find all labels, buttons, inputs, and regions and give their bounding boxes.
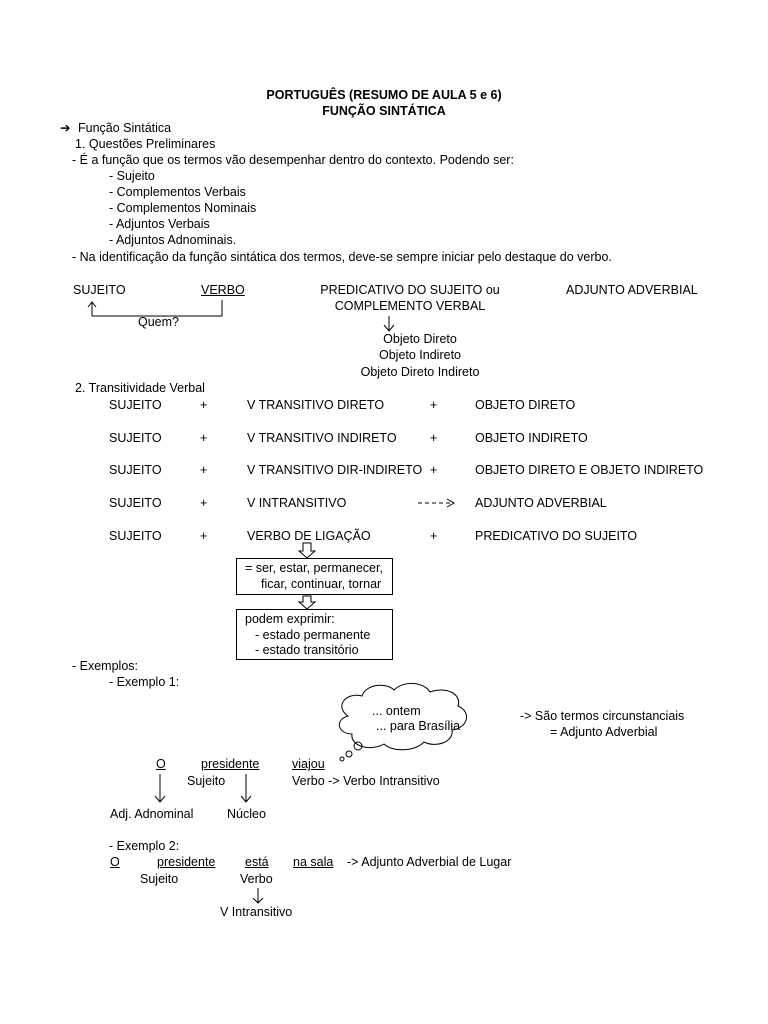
section2-heading: 2. Transitividade Verbal [75, 381, 205, 395]
diagram-sujeito: SUJEITO [73, 283, 126, 297]
row-subject: SUJEITO [109, 496, 162, 510]
diagram-predicativo: PREDICATIVO DO SUJEITO ou [320, 283, 500, 297]
box-line: - estado transitório [255, 643, 359, 657]
ex1-viajou: viajou [292, 757, 325, 771]
circ-line1: -> São termos circunstanciais [520, 709, 685, 723]
row-complement: OBJETO DIRETO [475, 398, 576, 412]
ex2-presidente: presidente [157, 855, 216, 869]
row-complement: OBJETO INDIRETO [475, 431, 588, 445]
ex1-adj: Adj. Adnominal [110, 807, 194, 821]
row-plus: + [430, 398, 438, 412]
row-plus: + [200, 398, 208, 412]
row-subject: SUJEITO [109, 431, 162, 445]
row-verb: V TRANSITIVO DIRETO [247, 398, 385, 412]
ex2-o: O [110, 855, 120, 869]
ex1-presidente: presidente [201, 757, 260, 771]
subsection-heading: 1. Questões Preliminares [75, 137, 216, 151]
thought-cloud-icon [339, 683, 466, 749]
page-subtitle: FUNÇÃO SINTÁTICA [322, 104, 446, 118]
row-subject: SUJEITO [109, 463, 162, 477]
row-plus: + [430, 529, 438, 543]
diagram-complemento: COMPLEMENTO VERBAL [334, 299, 486, 313]
row-plus: + [430, 463, 438, 477]
ex2-verbo: Verbo [240, 872, 273, 886]
list-item: - Adjuntos Verbais [109, 217, 210, 231]
ex2-vint: V Intransitivo [220, 905, 293, 919]
list-item: - Complementos Verbais [109, 185, 246, 199]
circ-line2: = Adjunto Adverbial [550, 725, 658, 739]
objeto-item: Objeto Direto Indireto [360, 365, 480, 379]
ex2-esta: está [245, 855, 269, 869]
row-verb: V TRANSITIVO INDIRETO [247, 431, 397, 445]
section-heading: Função Sintática [78, 121, 172, 135]
row-plus: + [200, 431, 208, 445]
list-item: - Adjuntos Adnominais. [109, 233, 237, 247]
objeto-item: Objeto Indireto [379, 348, 461, 362]
list-item: - Complementos Nominais [109, 201, 257, 215]
ex2-sujeito: Sujeito [140, 872, 179, 886]
diagram-quem: Quem? [138, 315, 179, 329]
ex2-adj: -> Adjunto Adverbial de Lugar [347, 855, 512, 869]
intro-text: - É a função que os termos vão desempenhar dentro do contexto. Podendo ser: [72, 153, 514, 167]
list-item: - Sujeito [109, 169, 155, 183]
box-line: ficar, continuar, tornar [261, 577, 382, 591]
row-complement: ADJUNTO ADVERBIAL [475, 496, 607, 510]
example1-label: - Exemplo 1: [109, 675, 180, 689]
row-verb: VERBO DE LIGAÇÃO [247, 529, 371, 543]
row-plus: + [430, 431, 438, 445]
hollow-arrow-icon [299, 596, 315, 609]
row-plus: + [200, 496, 208, 510]
row-verb: V TRANSITIVO DIR-INDIRETO [247, 463, 423, 477]
objeto-item: Objeto Direto [383, 332, 457, 346]
hollow-arrow-icon [299, 543, 315, 558]
row-complement: PREDICATIVO DO SUJEITO [475, 529, 638, 543]
cloud-line: ... ontem [372, 704, 421, 718]
row-plus: + [200, 463, 208, 477]
box-line: podem exprimir: [245, 612, 335, 626]
diagram-verbo: VERBO [201, 283, 245, 297]
row-complement: OBJETO DIRETO E OBJETO INDIRETO [475, 463, 704, 477]
bracket-right [92, 300, 222, 316]
row-plus: + [200, 529, 208, 543]
note-text: - Na identificação da função sintática dos termos, deve-se sempre iniciar pelo destaque do verbo. [72, 250, 612, 264]
row-verb: V INTRANSITIVO [247, 496, 347, 510]
row-subject: SUJEITO [109, 398, 162, 412]
box-line: = ser, estar, permanecer, [245, 561, 383, 575]
ex1-sujeito: Sujeito [187, 774, 226, 788]
diagram-adjunto: ADJUNTO ADVERBIAL [566, 283, 698, 297]
page-title: PORTUGUÊS (RESUMO DE AULA 5 e 6) [266, 88, 502, 102]
row-subject: SUJEITO [109, 529, 162, 543]
cloud-line: ... para Brasília [376, 719, 461, 733]
ex1-nucleo: Núcleo [227, 807, 266, 821]
arrow-icon: ➔ [60, 121, 71, 135]
examples-heading: - Exemplos: [72, 659, 138, 673]
cloud-bubble [340, 757, 344, 761]
example2-label: - Exemplo 2: [109, 839, 180, 853]
cloud-bubble [346, 751, 352, 757]
ex2-nasala: na sala [293, 855, 334, 869]
ex1-o: O [156, 757, 166, 771]
ex1-verbo: Verbo -> Verbo Intransitivo [292, 774, 440, 788]
box-line: - estado permanente [255, 628, 371, 642]
